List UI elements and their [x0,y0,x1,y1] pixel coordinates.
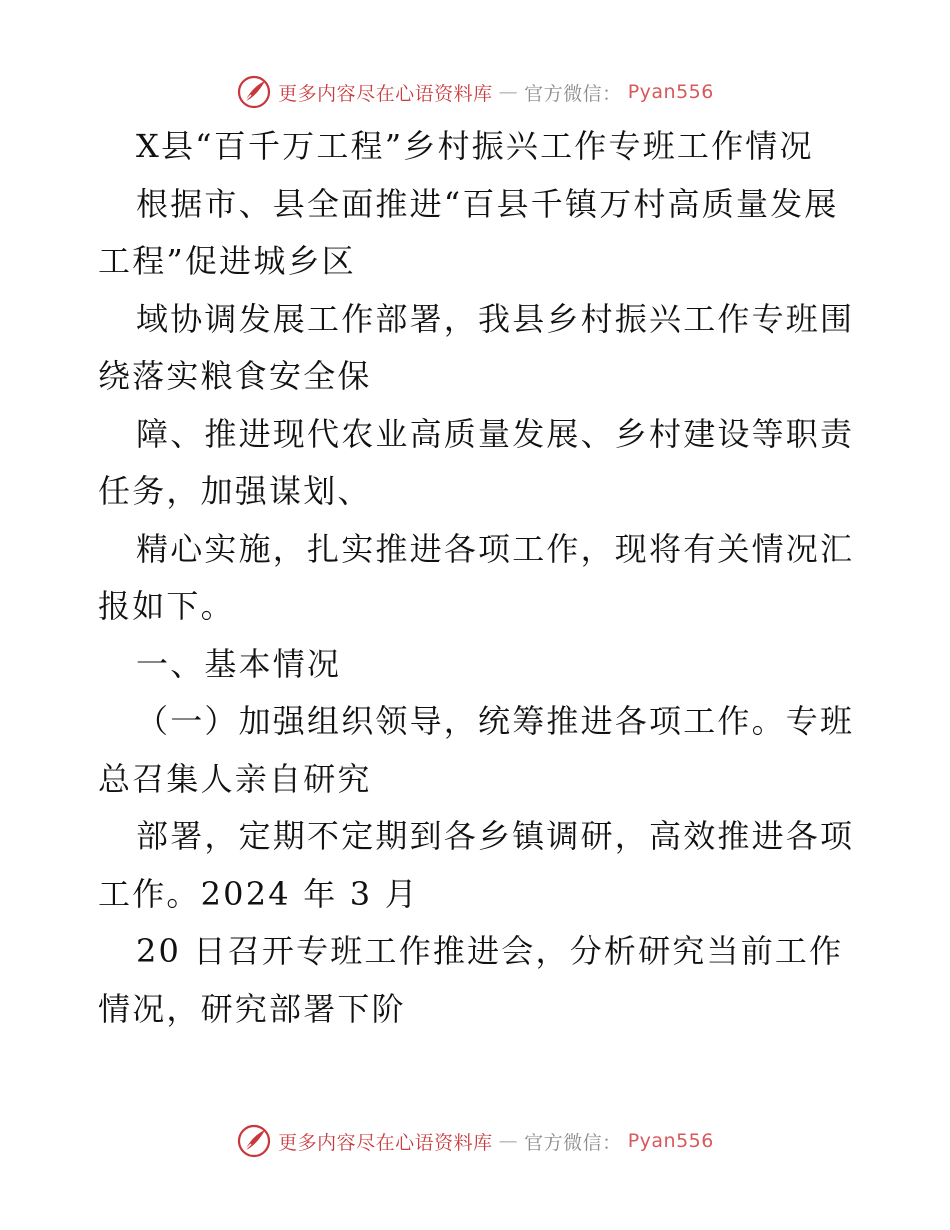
watermark-separator: — [498,81,519,103]
section-heading: 一、基本情况 [136,644,342,683]
paragraph-line: 根据市、县全面推进“百县千镇万村高质量发展 [136,184,839,223]
watermark-brand: 更多内容尽在心语资料库 [278,1131,493,1154]
watermark-official: 官方微信： [524,82,622,105]
paragraph-line: 工程”促进城乡区 [98,242,356,280]
document-body [98,118,858,1038]
paragraph-line: 总召集人亲自研究 [98,759,372,798]
header-watermark [0,72,950,112]
paragraph-line: 精心实施，扎实推进各项工作，现将有关情况汇 [136,529,855,568]
feather-pen-logo-icon [236,1123,272,1159]
paragraph-line: 部署，定期不定期到各乡镇调研，高效推进各项 [136,817,855,855]
footer-watermark [0,1121,950,1161]
paragraph-line: 域协调发展工作部署，我县乡村振兴工作专班围 [136,299,855,338]
watermark-wechat-id: Pyan556 [627,81,714,103]
subsection-line: （一）加强组织领导，统筹推进各项工作。专班 [136,702,855,740]
paragraph-line: 20 日召开专班工作推进会，分析研究当前工作 [136,932,844,970]
paragraph-line: 工作。2024 年 3 月 [98,874,419,913]
paragraph-line: 绕落实粮食安全保 [98,357,372,395]
paragraph-line: 情况，研究部署下阶 [98,989,406,1028]
feather-pen-logo-icon [236,74,272,110]
paragraph-line: 报如下。 [98,587,235,625]
paragraph-line: 障、推进现代农业高质量发展、乡村建设等职责 [136,414,855,453]
watermark-brand: 更多内容尽在心语资料库 [278,82,493,105]
paragraph-line: 任务，加强谋划、 [98,472,372,510]
document-title: X县“百千万工程”乡村振兴工作专班工作情况 [136,127,814,165]
watermark-separator: — [498,1130,519,1152]
watermark-official: 官方微信： [524,1131,622,1154]
watermark-wechat-id: Pyan556 [627,1130,714,1152]
